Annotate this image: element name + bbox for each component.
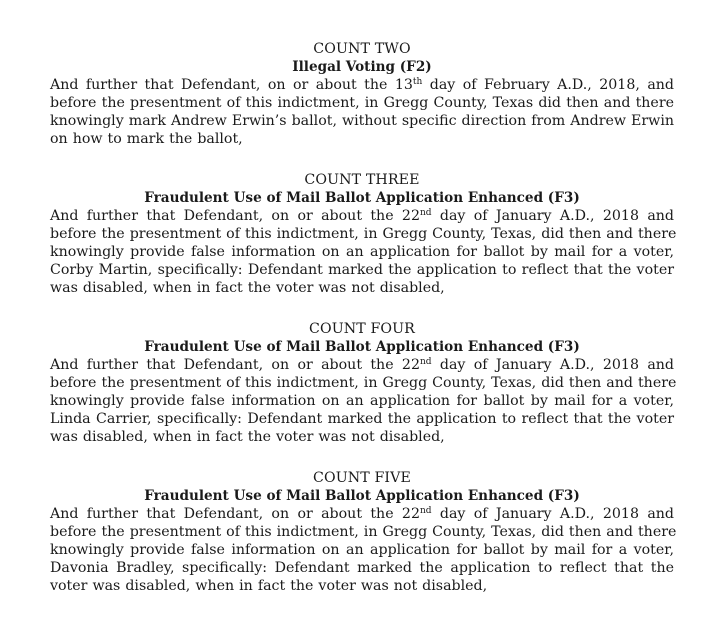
indictment-page	[50, 40, 677, 618]
body-line: was disabled, when in fact the voter was not disabled,	[50, 429, 445, 445]
count-two	[50, 40, 674, 148]
count-body	[50, 356, 677, 446]
body-line: And further that Defendant, on or about the 22nd day of January A.D., 2018 and	[50, 208, 674, 224]
count-body	[50, 76, 674, 148]
body-line: And further that Defendant, on or about the 22nd day of January A.D., 2018 and	[50, 506, 674, 522]
count-four	[50, 320, 677, 446]
count-heading: COUNT FIVE	[313, 470, 411, 486]
body-line: on how to mark the ballot,	[50, 131, 243, 147]
count-offense: Fraudulent Use of Mail Ballot Application Enhanced (F3)	[144, 339, 580, 355]
body-line: Linda Carrier, specifically: Defendant marked the application to reflect that the voter	[50, 411, 674, 427]
count-body	[50, 505, 677, 595]
count-five	[50, 469, 677, 595]
body-line: And further that Defendant, on or about the 22nd day of January A.D., 2018 and	[50, 357, 674, 373]
count-heading: COUNT THREE	[304, 172, 420, 188]
body-line: before the presentment of this indictment, in Gregg County, Texas, did then and there	[50, 524, 677, 540]
body-line: knowingly provide false information on an application for ballot by mail for a voter,	[50, 393, 674, 409]
count-heading: COUNT FOUR	[309, 321, 415, 337]
count-offense: Fraudulent Use of Mail Ballot Application Enhanced (F3)	[144, 190, 580, 206]
body-line: before the presentment of this indictment, in Gregg County, Texas, did then and there	[50, 226, 677, 242]
body-line: knowingly provide false information on an application for ballot by mail for a voter,	[50, 244, 674, 260]
body-line: knowingly mark Andrew Erwin’s ballot, without specific direction from Andrew Erwin	[50, 113, 675, 129]
body-line: Davonia Bradley, specifically: Defendant marked the application to reflect that the	[50, 560, 674, 576]
count-three	[50, 171, 677, 297]
body-line: before the presentment of this indictment, in Gregg County, Texas did then and there	[50, 95, 674, 111]
count-body	[50, 207, 677, 297]
body-line: was disabled, when in fact the voter was not disabled,	[50, 280, 445, 296]
body-line: voter was disabled, when in fact the voter was not disabled,	[50, 578, 488, 594]
body-line: Corby Martin, specifically: Defendant marked the application to reflect that the voter	[50, 262, 674, 278]
count-offense: Illegal Voting (F2)	[292, 59, 432, 75]
body-line: before the presentment of this indictment, in Gregg County, Texas, did then and there	[50, 375, 677, 391]
body-line: And further that Defendant, on or about the 13th day of February A.D., 2018, and	[50, 77, 674, 93]
count-heading: COUNT TWO	[313, 41, 411, 57]
count-offense: Fraudulent Use of Mail Ballot Application Enhanced (F3)	[144, 488, 580, 504]
body-line: knowingly provide false information on an application for ballot by mail for a voter,	[50, 542, 674, 558]
